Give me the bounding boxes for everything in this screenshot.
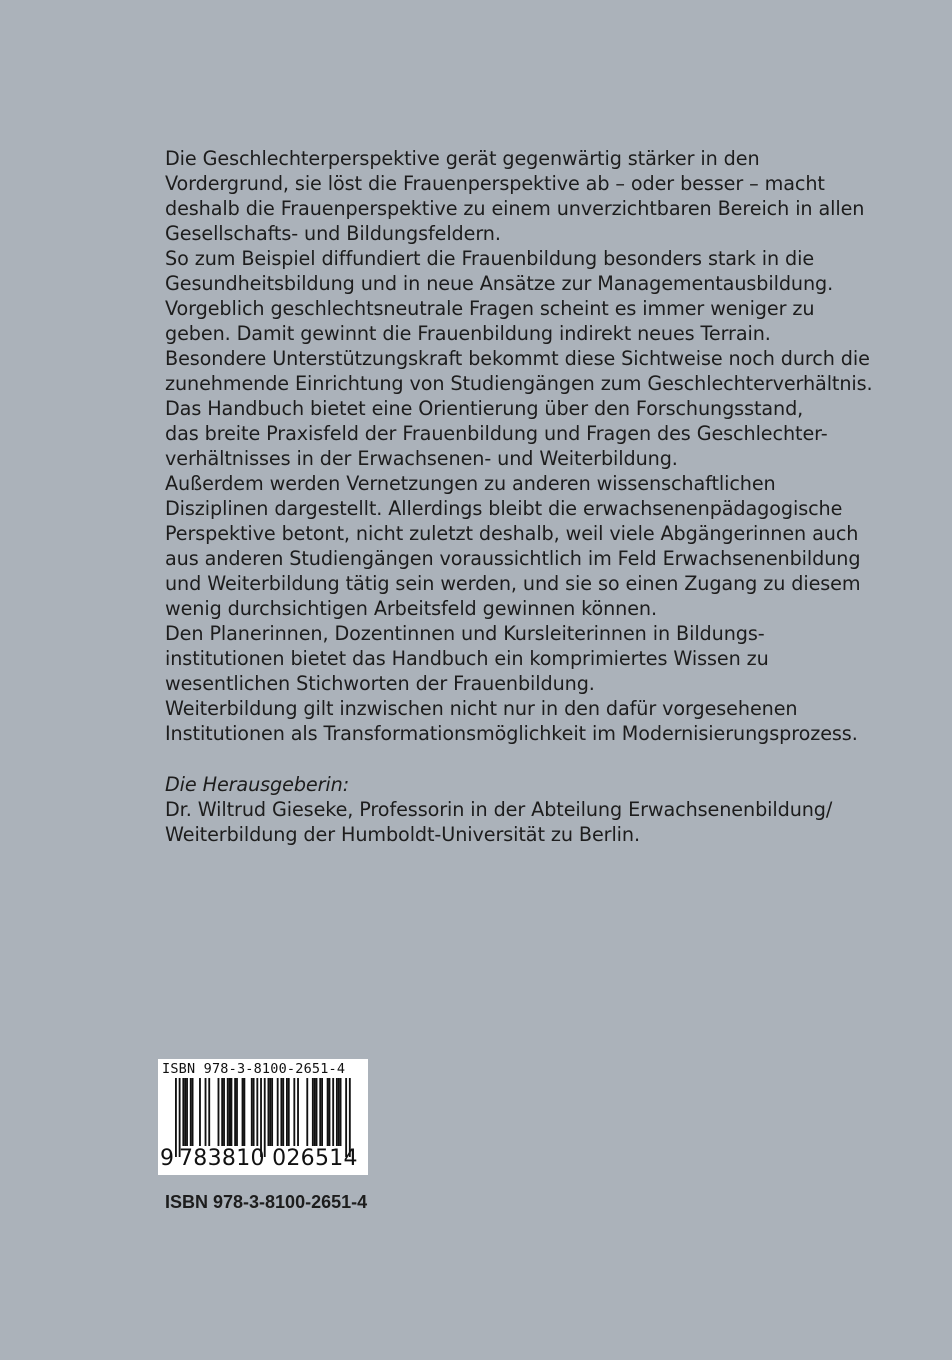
barcode-bar	[314, 1078, 316, 1146]
blurb-line: Außerdem werden Vernetzungen zu anderen wissenschaftlichen	[165, 472, 776, 495]
blurb-line: Das Handbuch bietet eine Orientierung über den Forschungsstand,	[165, 397, 804, 420]
barcode-bar	[256, 1078, 258, 1146]
blurb-line: Gesellschafts- und Bildungsfeldern.	[165, 222, 501, 245]
barcode-bar	[184, 1078, 186, 1146]
blurb-line: verhältnisses in der Erwachsenen- und Weiterbildung.	[165, 447, 678, 470]
blurb-line: aus anderen Studiengängen voraussichtlich im Feld Erwachsenenbildung	[165, 547, 861, 570]
editor-line: Weiterbildung der Humboldt-Universität zu Berlin.	[165, 823, 640, 846]
barcode-bar	[271, 1078, 273, 1146]
barcode-bar	[297, 1078, 299, 1146]
blurb-line: geben. Damit gewinnt die Frauenbildung indirekt neues Terrain.	[165, 322, 771, 345]
barcode-bar	[227, 1078, 229, 1146]
barcode-bar	[293, 1078, 295, 1146]
blurb-line: und Weiterbildung tätig sein werden, und sie so einen Zugang zu diesem	[165, 572, 861, 595]
blurb-line: zunehmende Einrichtung von Studiengängen zum Geschlechterverhältnis.	[165, 372, 873, 395]
barcode-bar	[277, 1078, 279, 1146]
barcode-bar	[223, 1078, 225, 1146]
blurb-line: Disziplinen dargestellt. Allerdings bleibt die erwachsenenpädagogische	[165, 497, 843, 520]
barcode-bar	[251, 1078, 253, 1146]
barcode-bar	[218, 1078, 220, 1146]
barcode-first-digit: 9	[160, 1146, 174, 1171]
editor-info	[165, 772, 885, 847]
barcode-bar	[327, 1078, 329, 1146]
barcode-bar	[236, 1078, 238, 1146]
barcode-bar	[282, 1078, 284, 1146]
blurb-line: Institutionen als Transformationsmöglichkeit im Modernisierungsprozess.	[165, 722, 858, 745]
barcode-bar	[312, 1078, 314, 1146]
barcode-bar	[288, 1078, 290, 1146]
blurb-line: deshalb die Frauenperspektive zu einem unverzichtbaren Bereich in allen	[165, 197, 865, 220]
barcode-bar	[319, 1078, 321, 1146]
blurb-text	[165, 146, 885, 746]
barcode-bar	[336, 1078, 338, 1146]
barcode-digits: 783810 026514	[179, 1146, 358, 1171]
barcode-bar	[229, 1078, 231, 1146]
barcode-bar	[192, 1078, 194, 1146]
barcode-bar	[243, 1078, 245, 1146]
barcode-bar	[316, 1078, 318, 1146]
blurb-line: Vordergrund, sie löst die Frauenperspektive ab – oder besser – macht	[165, 172, 825, 195]
barcode-bar	[182, 1078, 184, 1146]
blurb-line: Perspektive betont, nicht zuletzt deshalb, weil viele Abgängerinnen auch	[165, 522, 859, 545]
barcode-bar	[175, 1078, 177, 1157]
barcode-bar	[338, 1078, 340, 1146]
blurb-line: Die Geschlechterperspektive gerät gegenwärtig stärker in den	[165, 147, 760, 170]
blurb-line: Besondere Unterstützungskraft bekommt diese Sichtweise noch durch die	[165, 347, 870, 370]
editor-label: Die Herausgeberin:	[165, 773, 350, 796]
barcode-bar	[190, 1078, 192, 1146]
barcode-bar	[286, 1078, 288, 1146]
blurb-line: wenig durchsichtigen Arbeitsfeld gewinnen können.	[165, 597, 657, 620]
barcode-bar	[221, 1078, 223, 1146]
blurb-line: Weiterbildung gilt inzwischen nicht nur in den dafür vorgesehenen	[165, 697, 798, 720]
barcode-bar	[242, 1078, 244, 1146]
barcode-isbn-text: ISBN 978-3-8100-2651-4	[162, 1061, 346, 1077]
blurb-line: So zum Beispiel diffundiert die Frauenbildung besonders stark in die	[165, 247, 815, 270]
blurb-line: das breite Praxisfeld der Frauenbildung und Fragen des Geschlechter-	[165, 422, 828, 445]
isbn-barcode	[158, 1059, 368, 1175]
barcode-bar	[329, 1078, 331, 1146]
barcode-bar	[321, 1078, 323, 1146]
blurb-line: Gesundheitsbildung und in neue Ansätze zur Managementausbildung.	[165, 272, 834, 295]
barcode-bar	[199, 1078, 201, 1146]
blurb-line: institutionen bietet das Handbuch ein komprimiertes Wissen zu	[165, 647, 769, 670]
barcode-bar	[280, 1078, 282, 1146]
barcode-bar	[208, 1078, 210, 1146]
blurb-line: wesentlichen Stichworten der Frauenbildung.	[165, 672, 595, 695]
blurb-line: Vorgeblich geschlechtsneutrale Fragen scheint es immer weniger zu	[165, 297, 815, 320]
blurb-line: Den Planerinnen, Dozentinnen und Kursleiterinnen in Bildungs-	[165, 622, 765, 645]
barcode-bar	[306, 1078, 308, 1146]
barcode-bar	[205, 1078, 207, 1146]
barcode-bar	[186, 1078, 188, 1146]
barcode-bar	[234, 1078, 236, 1146]
barcode-bar	[231, 1078, 233, 1146]
barcode-bar	[268, 1078, 270, 1146]
barcode-bar	[253, 1078, 255, 1146]
barcode-bar	[269, 1078, 271, 1146]
barcode-bar	[340, 1078, 342, 1146]
isbn-label: ISBN 978-3-8100-2651-4	[165, 1192, 368, 1212]
editor-line: Dr. Wiltrud Gieseke, Professorin in der Abteilung Erwachsenenbildung/	[165, 798, 833, 821]
barcode-bar	[332, 1078, 334, 1146]
